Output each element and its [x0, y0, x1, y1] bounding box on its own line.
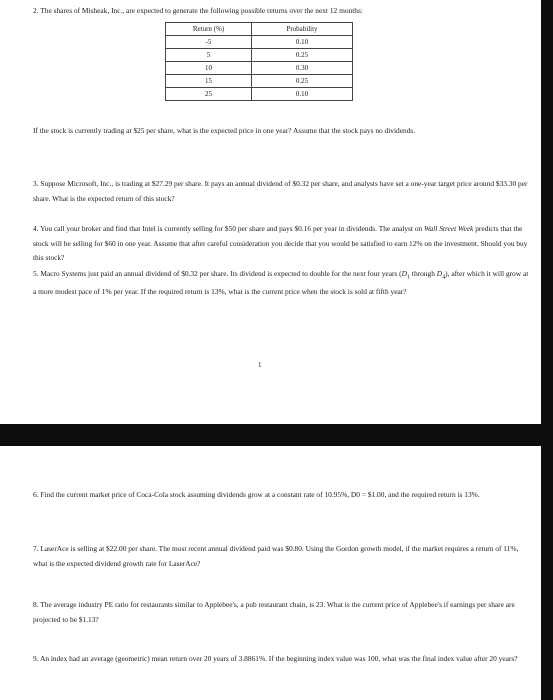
table-header-row [166, 23, 353, 36]
dividend-d4: D [436, 269, 443, 278]
dividend-d4-subscript: 4 [442, 274, 446, 281]
table-header-return: Return (%) [166, 23, 252, 36]
page-separator [0, 424, 553, 446]
table-row [166, 62, 353, 75]
question-6: 6. Find the current market price of Coca-Cola stock assuming dividends grow at a constant rate of 10.95%, D0 = $1.00, and the required return is 13%. [33, 490, 480, 499]
question-5-through: through [410, 269, 437, 278]
table-cell-return: -5 [166, 36, 252, 49]
dividend-d1: D [401, 269, 407, 278]
question-2-intro: 2. The shares of Misheak, Inc., are expected to generate the following possible returns over the next 12 months: [33, 6, 363, 15]
table-cell-return: 15 [166, 75, 252, 88]
question-3: 3. Suppose Microsoft, Inc., is trading at $27.29 per share. It pays an annual dividend of $0.32 per share, and analysts have set a one-year target price around $33.30 per share. What is the expected return of this stock? [33, 179, 528, 203]
page-number: 1 [258, 361, 262, 369]
table-row [166, 88, 353, 101]
table-cell-probability: 0.30 [252, 62, 353, 75]
right-border-strip [541, 0, 553, 700]
table-row [166, 49, 353, 62]
table-cell-return: 10 [166, 62, 252, 75]
question-2-followup: If the stock is currently trading at $25 per share, what is the expected price in one year? Assume that the stock pays no dividends. [33, 126, 416, 135]
question-4 [33, 222, 529, 266]
question-7: 7. LaserAce is selling at $22.00 per share. The most recent annual dividend paid was $0.80. Using the Gordon growth model, if the market requires a return of 11%, what is the expected dividend growth rate for LaserAce? [33, 544, 519, 568]
dividend-d1-subscript: 1 [406, 274, 411, 281]
publication-name: Wall Street Week [424, 224, 474, 233]
question-9: 9. An index had an average (geometric) mean return over 20 years of 3.8861%. If the beginning index value was 100, what was the final index value after 20 years? [33, 654, 518, 663]
returns-probability-table [165, 22, 353, 101]
table-header-probability: Probability [252, 23, 353, 36]
table-cell-probability: 0.10 [252, 36, 353, 49]
question-5-text-start: 5. Macro Systems just paid an annual dividend of $0.32 per share. Its dividend is expected to double for the next four years ( [33, 269, 402, 278]
table-row [166, 75, 353, 88]
question-5 [33, 267, 529, 299]
question-4-text-start: 4. You call your broker and find that Intel is currently selling for $50 per share and pays $0.16 per year in dividends. The analyst on [33, 224, 425, 233]
table-cell-return: 5 [166, 49, 252, 62]
table-cell-return: 25 [166, 88, 252, 101]
question-5-text-end: ), after which it will grow at a more modest pace of 1% per year. If the required return is 13%, what is the current price when the stock is sold at fifth year? [33, 269, 529, 296]
question-8: 8. The average industry PE ratio for restaurants similar to Applebee's, a pub restaurant chain, is 23. What is the current price of Applebee's if earnings per share are projected to be $1.13? [33, 600, 515, 624]
table-row [166, 36, 353, 49]
question-4-text-end: predicts that the stock will be selling for $60 in one year. Assume that after careful consideration you decide that you would be satisfied to earn 12% on the investment. Should you buy this stock? [33, 224, 528, 262]
table-cell-probability: 0.10 [252, 88, 353, 101]
table-cell-probability: 0.25 [252, 49, 353, 62]
table-cell-probability: 0.25 [252, 75, 353, 88]
